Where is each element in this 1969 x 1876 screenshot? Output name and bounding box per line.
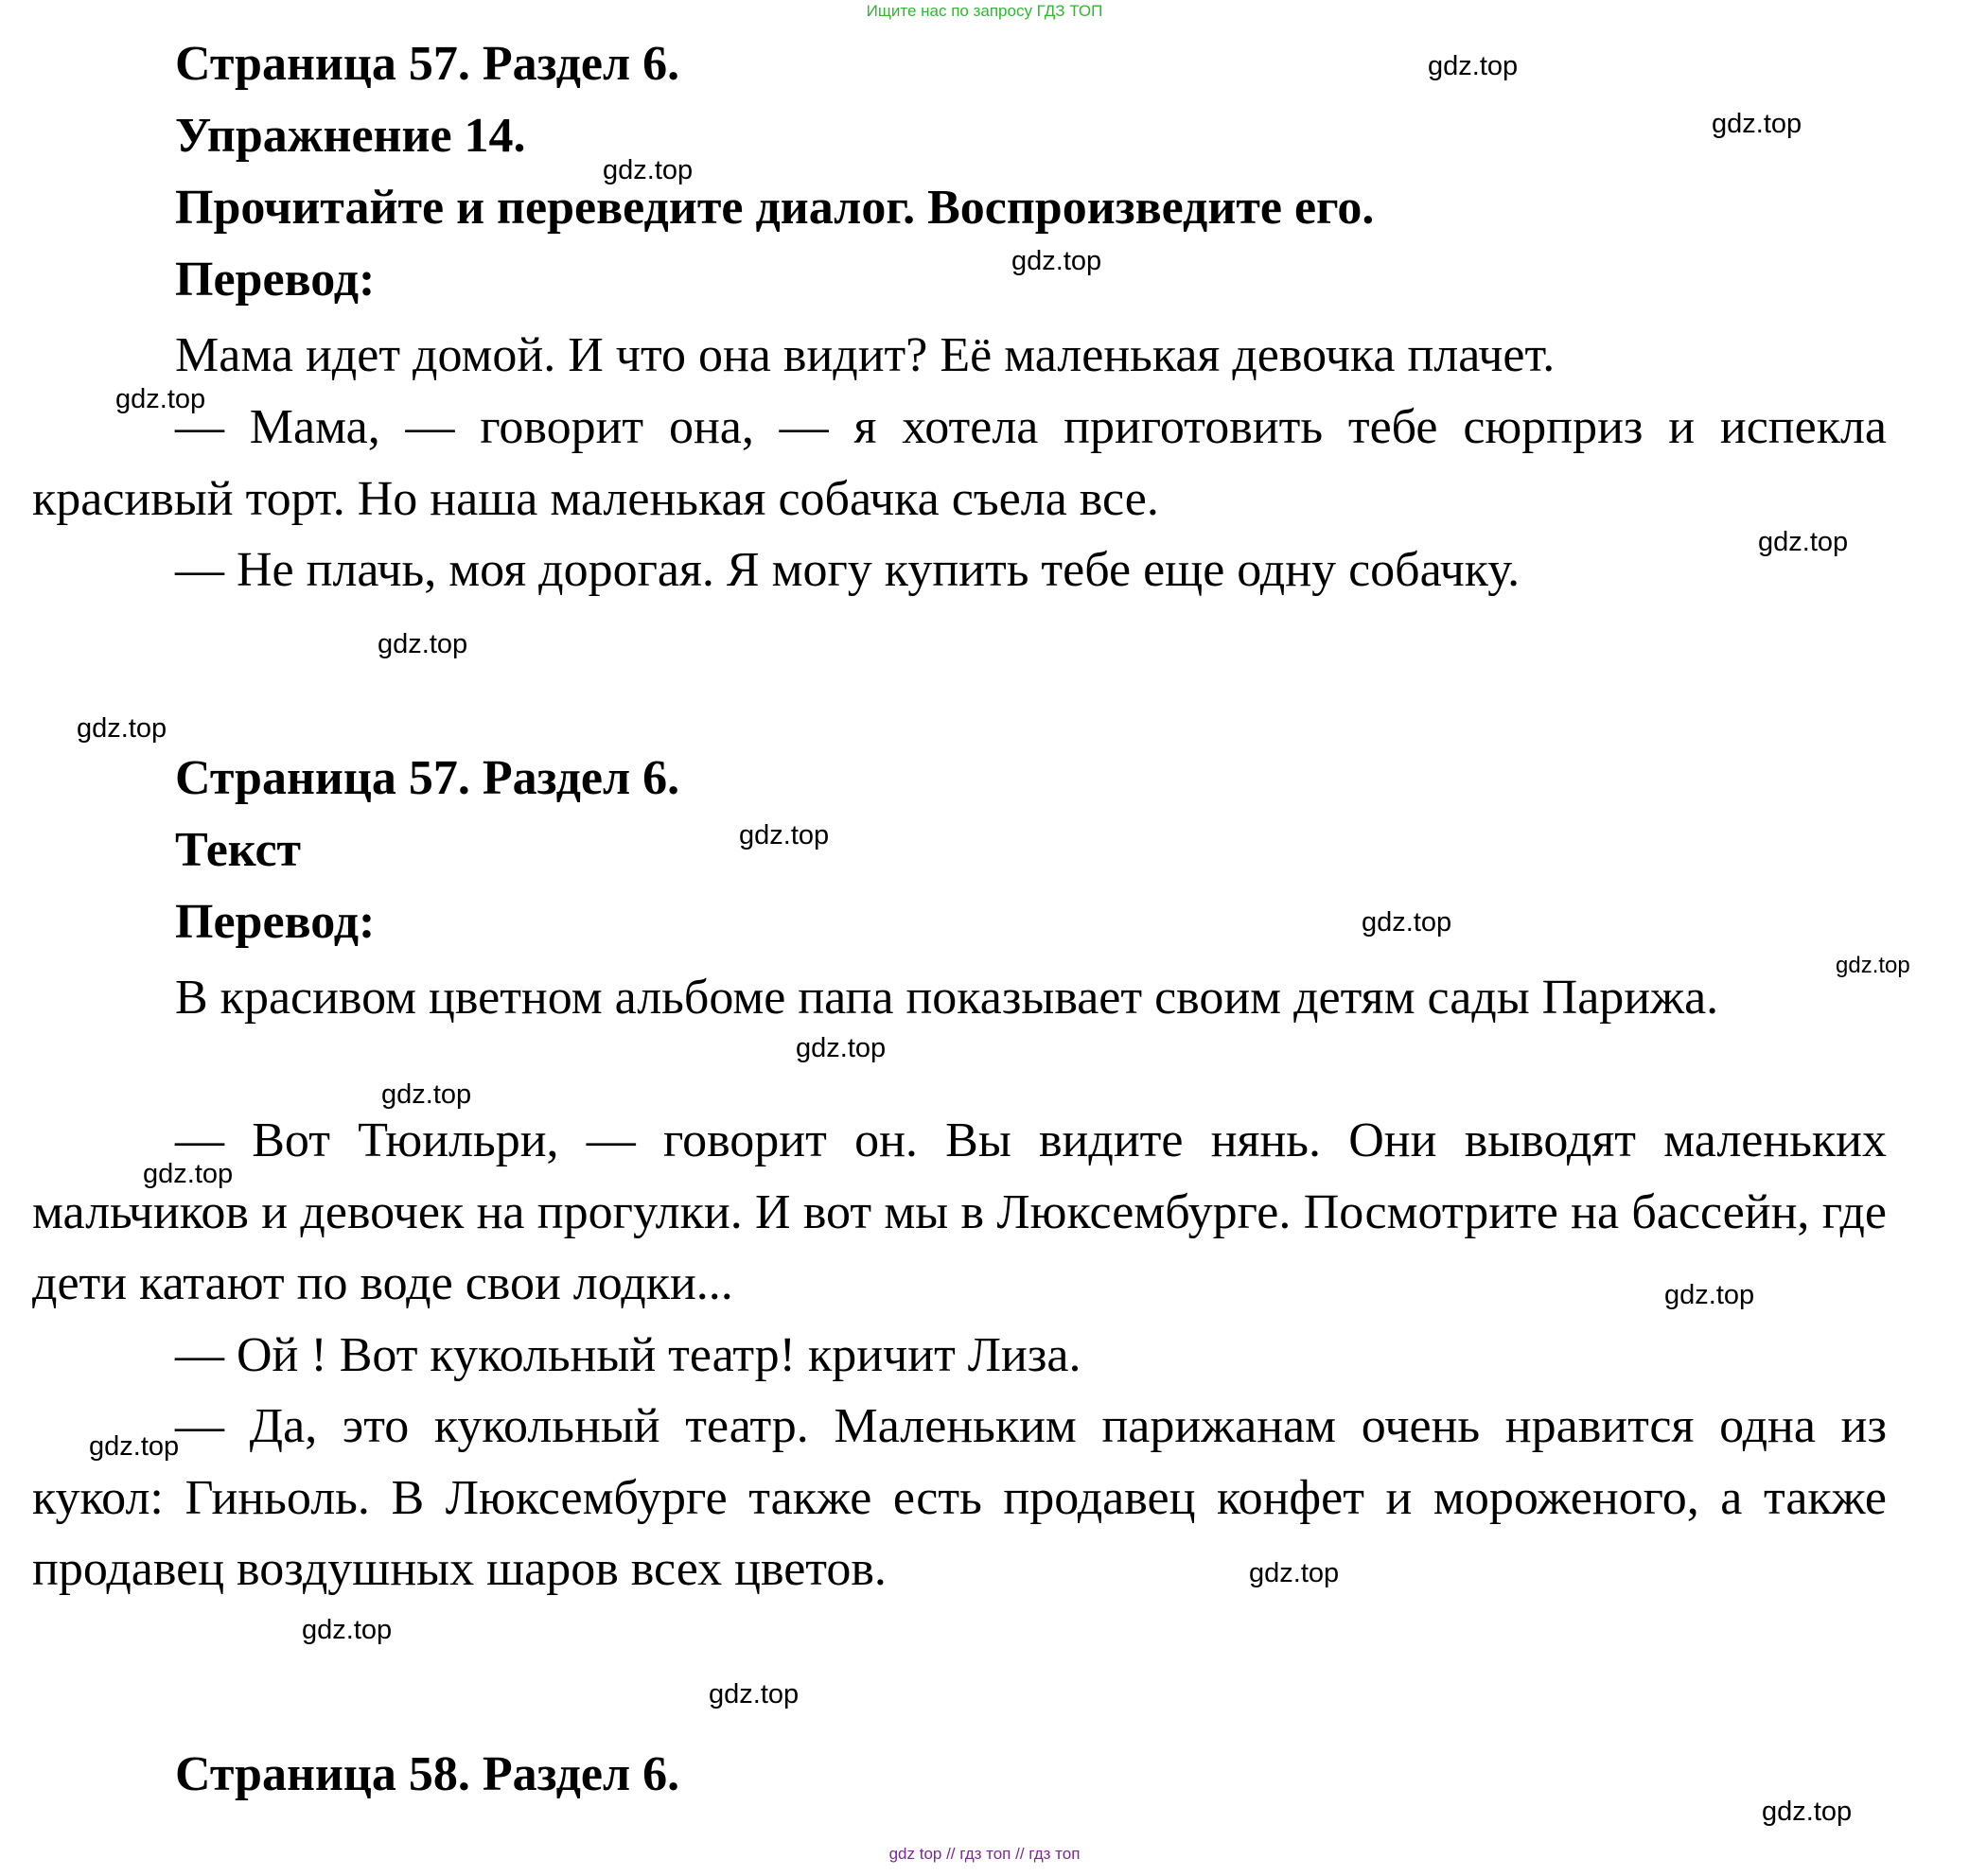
watermark: gdz.top xyxy=(381,1079,472,1110)
watermark: gdz.top xyxy=(1011,246,1102,276)
watermark: gdz.top xyxy=(739,820,830,850)
task-heading: Прочитайте и переведите диалог. Воспроизведите его. xyxy=(175,181,1375,235)
page-heading: Страница 57. Раздел 6. xyxy=(175,37,680,91)
watermark: gdz.top xyxy=(1762,1797,1853,1827)
watermark: gdz.top xyxy=(1758,527,1849,557)
watermark: gdz.top xyxy=(1664,1280,1755,1310)
watermark: gdz.top xyxy=(77,713,167,744)
top-banner: Ищите нас по запросу ГДЗ ТОП xyxy=(866,2,1103,20)
translation-label: Перевод: xyxy=(175,895,376,949)
watermark: gdz.top xyxy=(302,1615,393,1645)
watermark: gdz.top xyxy=(89,1431,180,1462)
bottom-banner: gdz top // гдз топ // гдз топ xyxy=(888,1845,1081,1863)
watermark: gdz.top xyxy=(1362,907,1452,938)
watermark: gdz.top xyxy=(1712,109,1802,139)
paragraph: В красивом цветном альбоме папа показывает своим детям сады Парижа. xyxy=(175,971,1719,1025)
exercise-heading: Упражнение 14. xyxy=(175,109,526,163)
text-heading: Текст xyxy=(175,823,302,877)
watermark: gdz.top xyxy=(1836,953,1910,978)
watermark: gdz.top xyxy=(1428,51,1519,81)
watermark: gdz.top xyxy=(378,629,468,659)
page-heading: Страница 58. Раздел 6. xyxy=(175,1747,680,1801)
watermark: gdz.top xyxy=(796,1033,887,1063)
paragraph: — Мама, — говорит она, — я хотела приготовить тебе сюрприз и испекла красивый торт. Но наша маленькая собачка съела все. xyxy=(32,400,1887,526)
watermark: gdz.top xyxy=(115,384,206,414)
paragraph: — Ой ! Вот кукольный театр! кричит Лиза. xyxy=(175,1328,1081,1382)
translation-label: Перевод: xyxy=(175,253,376,307)
watermark: gdz.top xyxy=(143,1159,234,1189)
page-heading: Страница 57. Раздел 6. xyxy=(175,751,680,805)
paragraph: — Да, это кукольный театр. Маленьким парижанам очень нравится одна из кукол: Гиньоль. В Люксембурге также есть продавец конфет и мороженого, а также продавец воздушных шаров всех цветов. xyxy=(32,1399,1887,1596)
watermark: gdz.top xyxy=(1249,1558,1340,1588)
paragraph: — Вот Тюильри, — говорит он. Вы видите нянь. Они выводят маленьких мальчиков и девочек на прогулки. И вот мы в Люксембурге. Посмотрите на бассейн, где дети катают по воде свои лодки... xyxy=(32,1113,1887,1310)
watermark: gdz.top xyxy=(603,155,694,185)
paragraph: — Не плачь, моя дорогая. Я могу купить тебе еще одну собачку. xyxy=(175,543,1521,597)
paragraph: Мама идет домой. И что она видит? Её маленькая девочка плачет. xyxy=(175,328,1556,382)
watermark: gdz.top xyxy=(709,1679,800,1709)
